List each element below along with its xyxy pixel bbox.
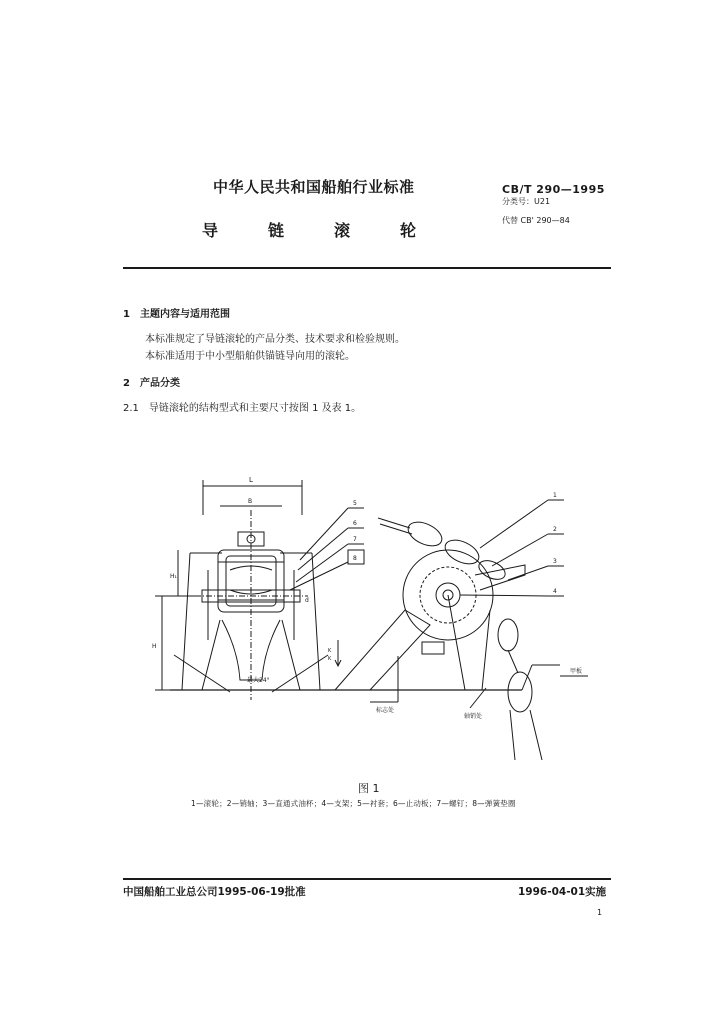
side-view [328,492,588,760]
front-view [152,476,364,700]
page-number: 1 [597,908,603,917]
section-2-1-text: 2.1 导链滚轮的结构型式和主要尺寸按图 1 及表 1。 [123,403,362,414]
callout-3: 3 [553,558,557,565]
footer-rule [123,878,611,880]
callout-5: 5 [353,500,357,507]
note-pin-location: 轴销处 [464,713,483,720]
dim-L-label: L [249,476,253,484]
callout-6: 6 [353,520,357,527]
doc-title-char-3: 滚 [334,221,351,240]
dim-H-label: H [152,643,157,650]
section-2-heading: 2 产品分类 [123,378,180,389]
doc-title-char-2: 链 [268,221,285,240]
section-1-paragraph-2: 本标准适用于中小型船舶供锚链导向用的滚轮。 [145,351,355,362]
section-1-paragraph-1: 本标准规定了导链滚轮的产品分类、技术要求和检验规则。 [145,334,405,345]
org-title: 中华人民共和国船舶行业标准 [213,178,415,196]
section-1-heading: 1 主题内容与适用范围 [123,309,230,320]
callout-1: 1 [553,492,557,499]
k-label-1: K [328,648,332,654]
max-angle-label: 最大24° [247,677,270,684]
callout-4: 4 [553,588,557,595]
dim-d-label: d [305,597,309,604]
classification-number: 分类号：U21 [502,197,551,206]
dim-B-label: B [248,498,253,505]
effective-date: 1996-04-01实施 [518,886,607,898]
figure-1-drawing [130,470,600,770]
callout-8: 8 [353,555,357,562]
callout-2: 2 [553,526,557,533]
header-rule [123,267,611,269]
figure-legend: 1—滚轮；2—销轴；3—直通式油杯；4—支架；5—衬套；6—止动板；7—螺钉；8—弹簧垫圈 [191,799,516,808]
standard-code: CB/T 290—1995 [502,183,605,196]
callout-7: 7 [353,536,357,543]
figure-caption: 图 1 [358,782,380,795]
replaces-standard: 代替 CB' 290—84 [502,216,570,225]
dim-H1-label: H₁ [170,573,177,580]
k-label-2: K [328,656,332,662]
note-mark-location: 标志处 [376,707,395,714]
doc-title-char-4: 轮 [400,221,417,240]
approval-info: 中国船舶工业总公司1995-06-19批准 [123,886,306,898]
note-deck: 甲板 [570,668,583,675]
doc-title-char-1: 导 [202,221,219,240]
